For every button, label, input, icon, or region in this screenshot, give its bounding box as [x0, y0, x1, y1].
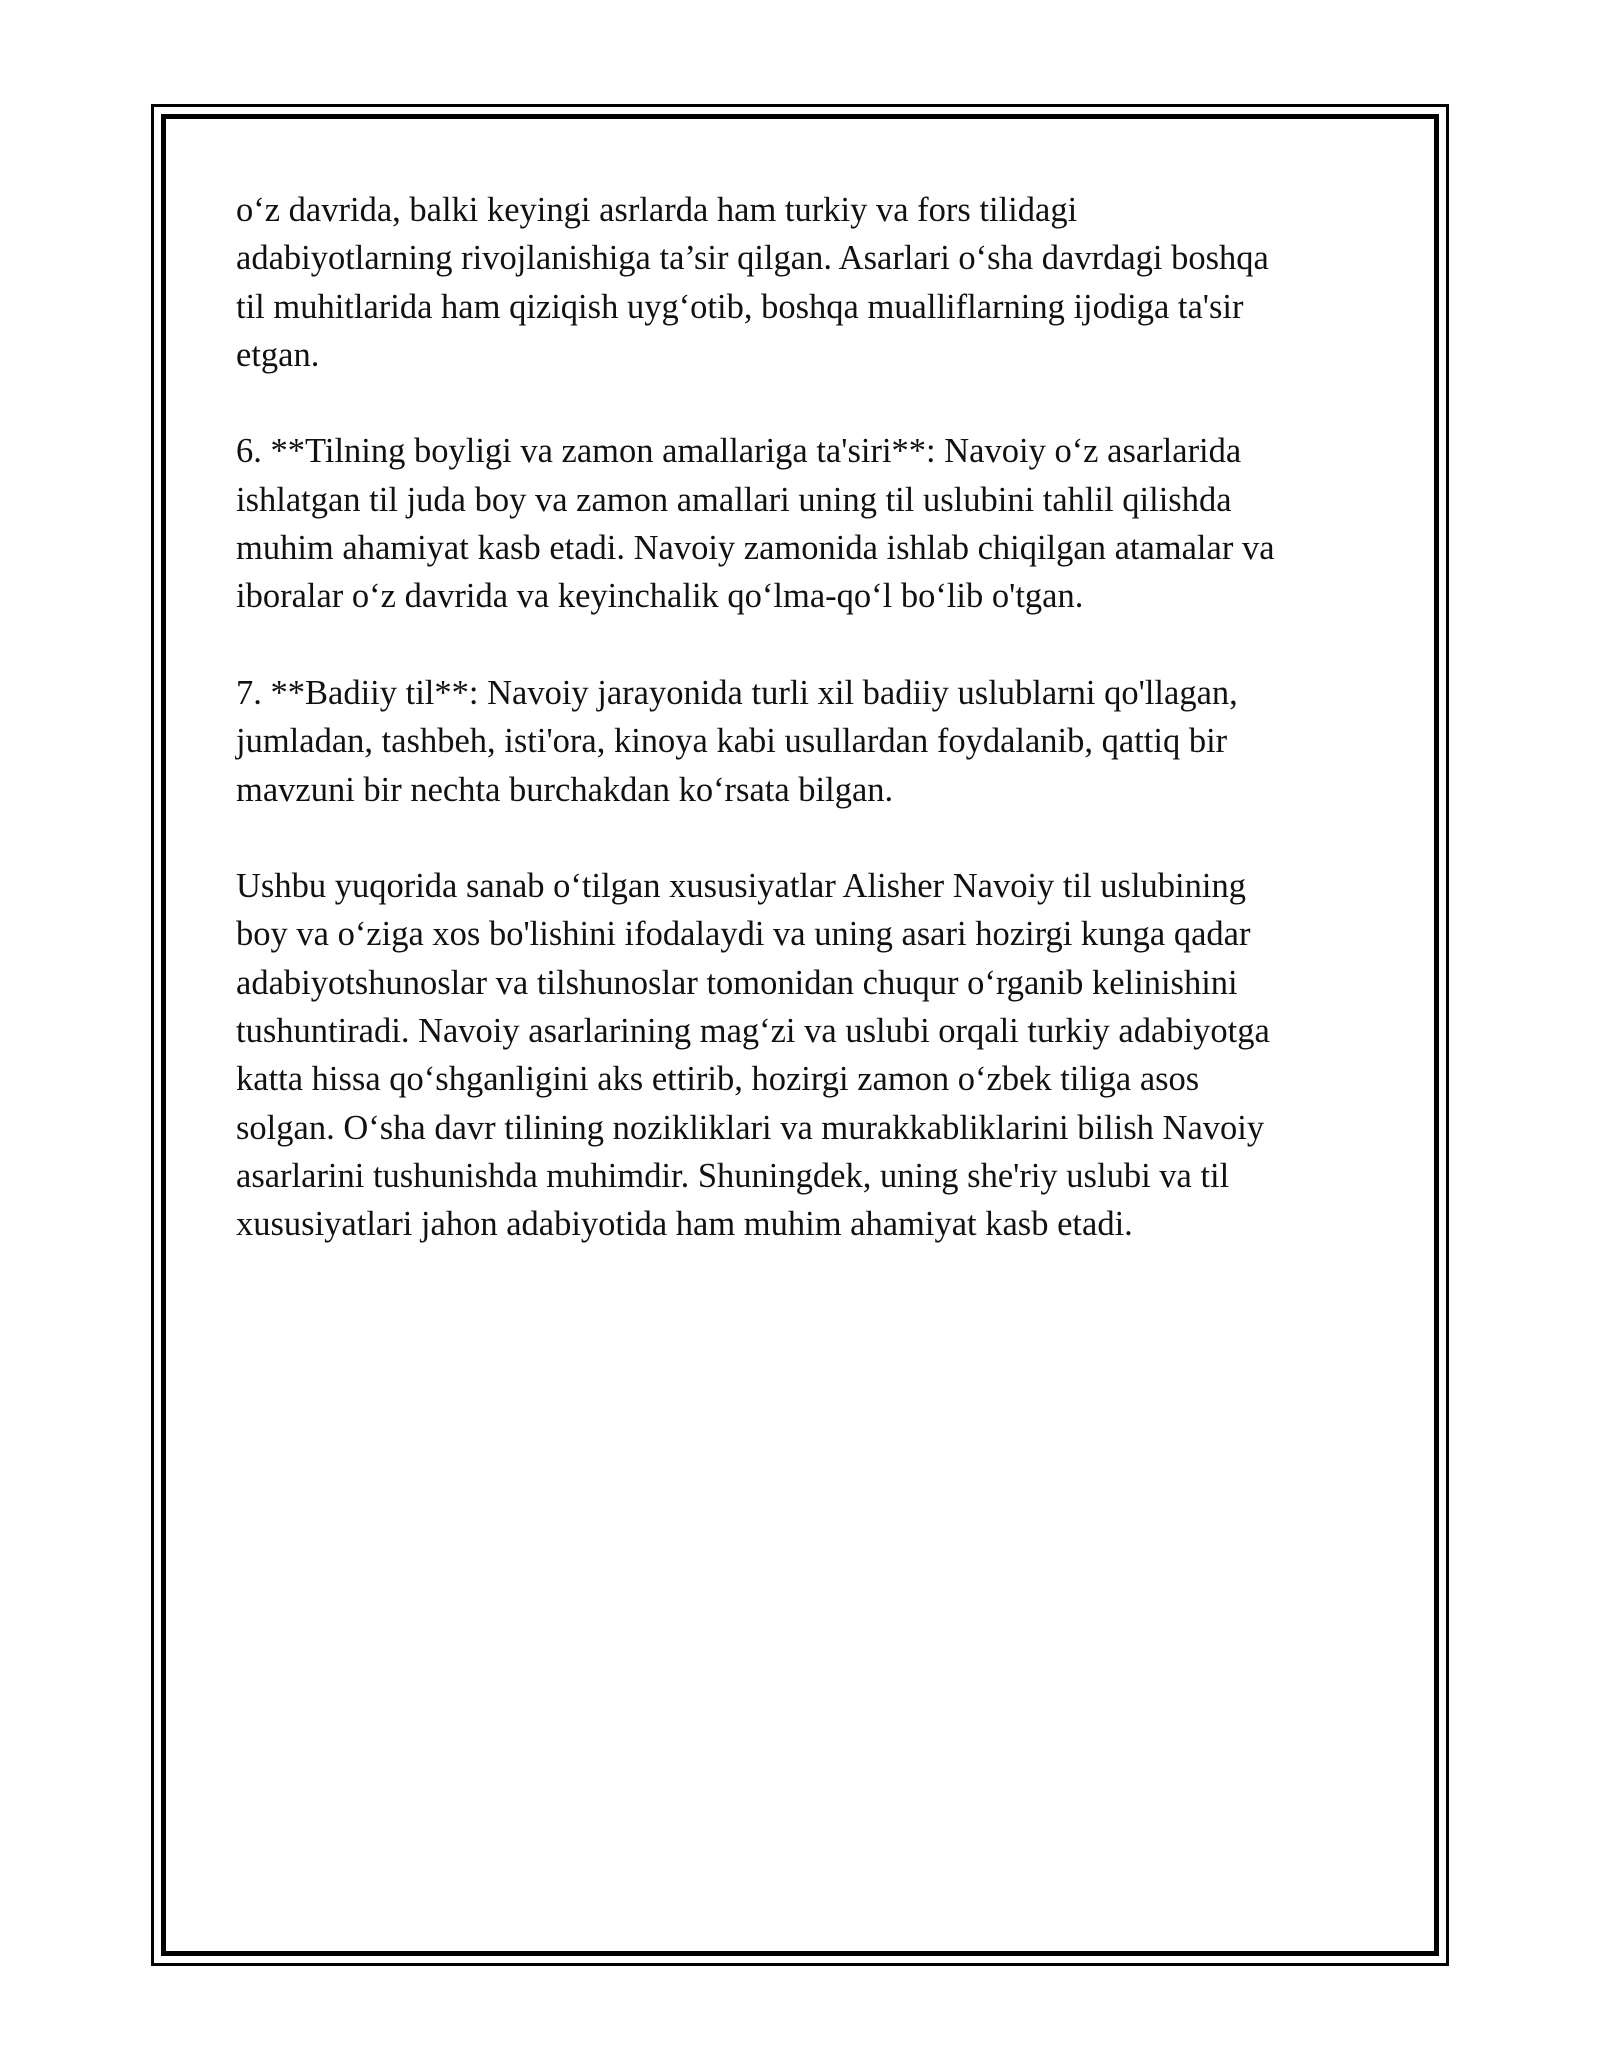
document-body [236, 186, 1366, 1297]
paragraph-continuation: o‘z davrida, balki keyingi asrlarda ham turkiy va fors tilidagi adabiyotlarning rivojlanishiga ta’sir qilgan. Asarlari o‘sha davrdagi boshqa til muhitlarida ham qiziqish uyg‘otib, boshqa mualliflarning ijodiga ta'sir etgan. [236, 191, 1269, 374]
paragraph-item-6: 6. **Tilning boyligi va zamon amallariga ta'siri**: Navoiy o‘z asarlarida ishlatgan til juda boy va zamon amallari uning til uslubini tahlil qilishda muhim ahamiyat kasb etadi. Navoiy zamonida ishlab chiqilgan atamalar va iboralar o‘z davrida va keyinchalik qo‘lma-qo‘l bo‘lib o'tgan. [236, 432, 1275, 616]
paragraph-conclusion: Ushbu yuqorida sanab o‘tilgan xususiyatlar Alisher Navoiy til uslubining boy va o‘ziga xos bo'lishini ifodalaydi va uning asari hozirgi kunga qadar adabiyotshunoslar va tilshunoslar tomonidan chuqur o‘rganib kelinishini tushuntiradi. Navoiy asarlarining mag‘zi va uslubi orqali turkiy adabiyotga katta hissa qo‘shganligini aks ettirib, hozirgi zamon o‘zbek tiliga asos solgan. O‘sha davr tilining nozikliklari va murakkabliklarini bilish Navoiy asarlarini tushunishda muhimdir. Shuningdek, uning she'riy uslubi va til xususiyatlari jahon adabiyotida ham muhim ahamiyat kasb etadi. [236, 867, 1270, 1244]
paragraph-item-7: 7. **Badiiy til**: Navoiy jarayonida turli xil badiiy uslublarni qo'llagan, jumladan, tashbeh, isti'ora, kinoya kabi usullardan foydalanib, qattiq bir mavzuni bir nechta burchakdan ko‘rsata bilgan. [236, 673, 1238, 809]
